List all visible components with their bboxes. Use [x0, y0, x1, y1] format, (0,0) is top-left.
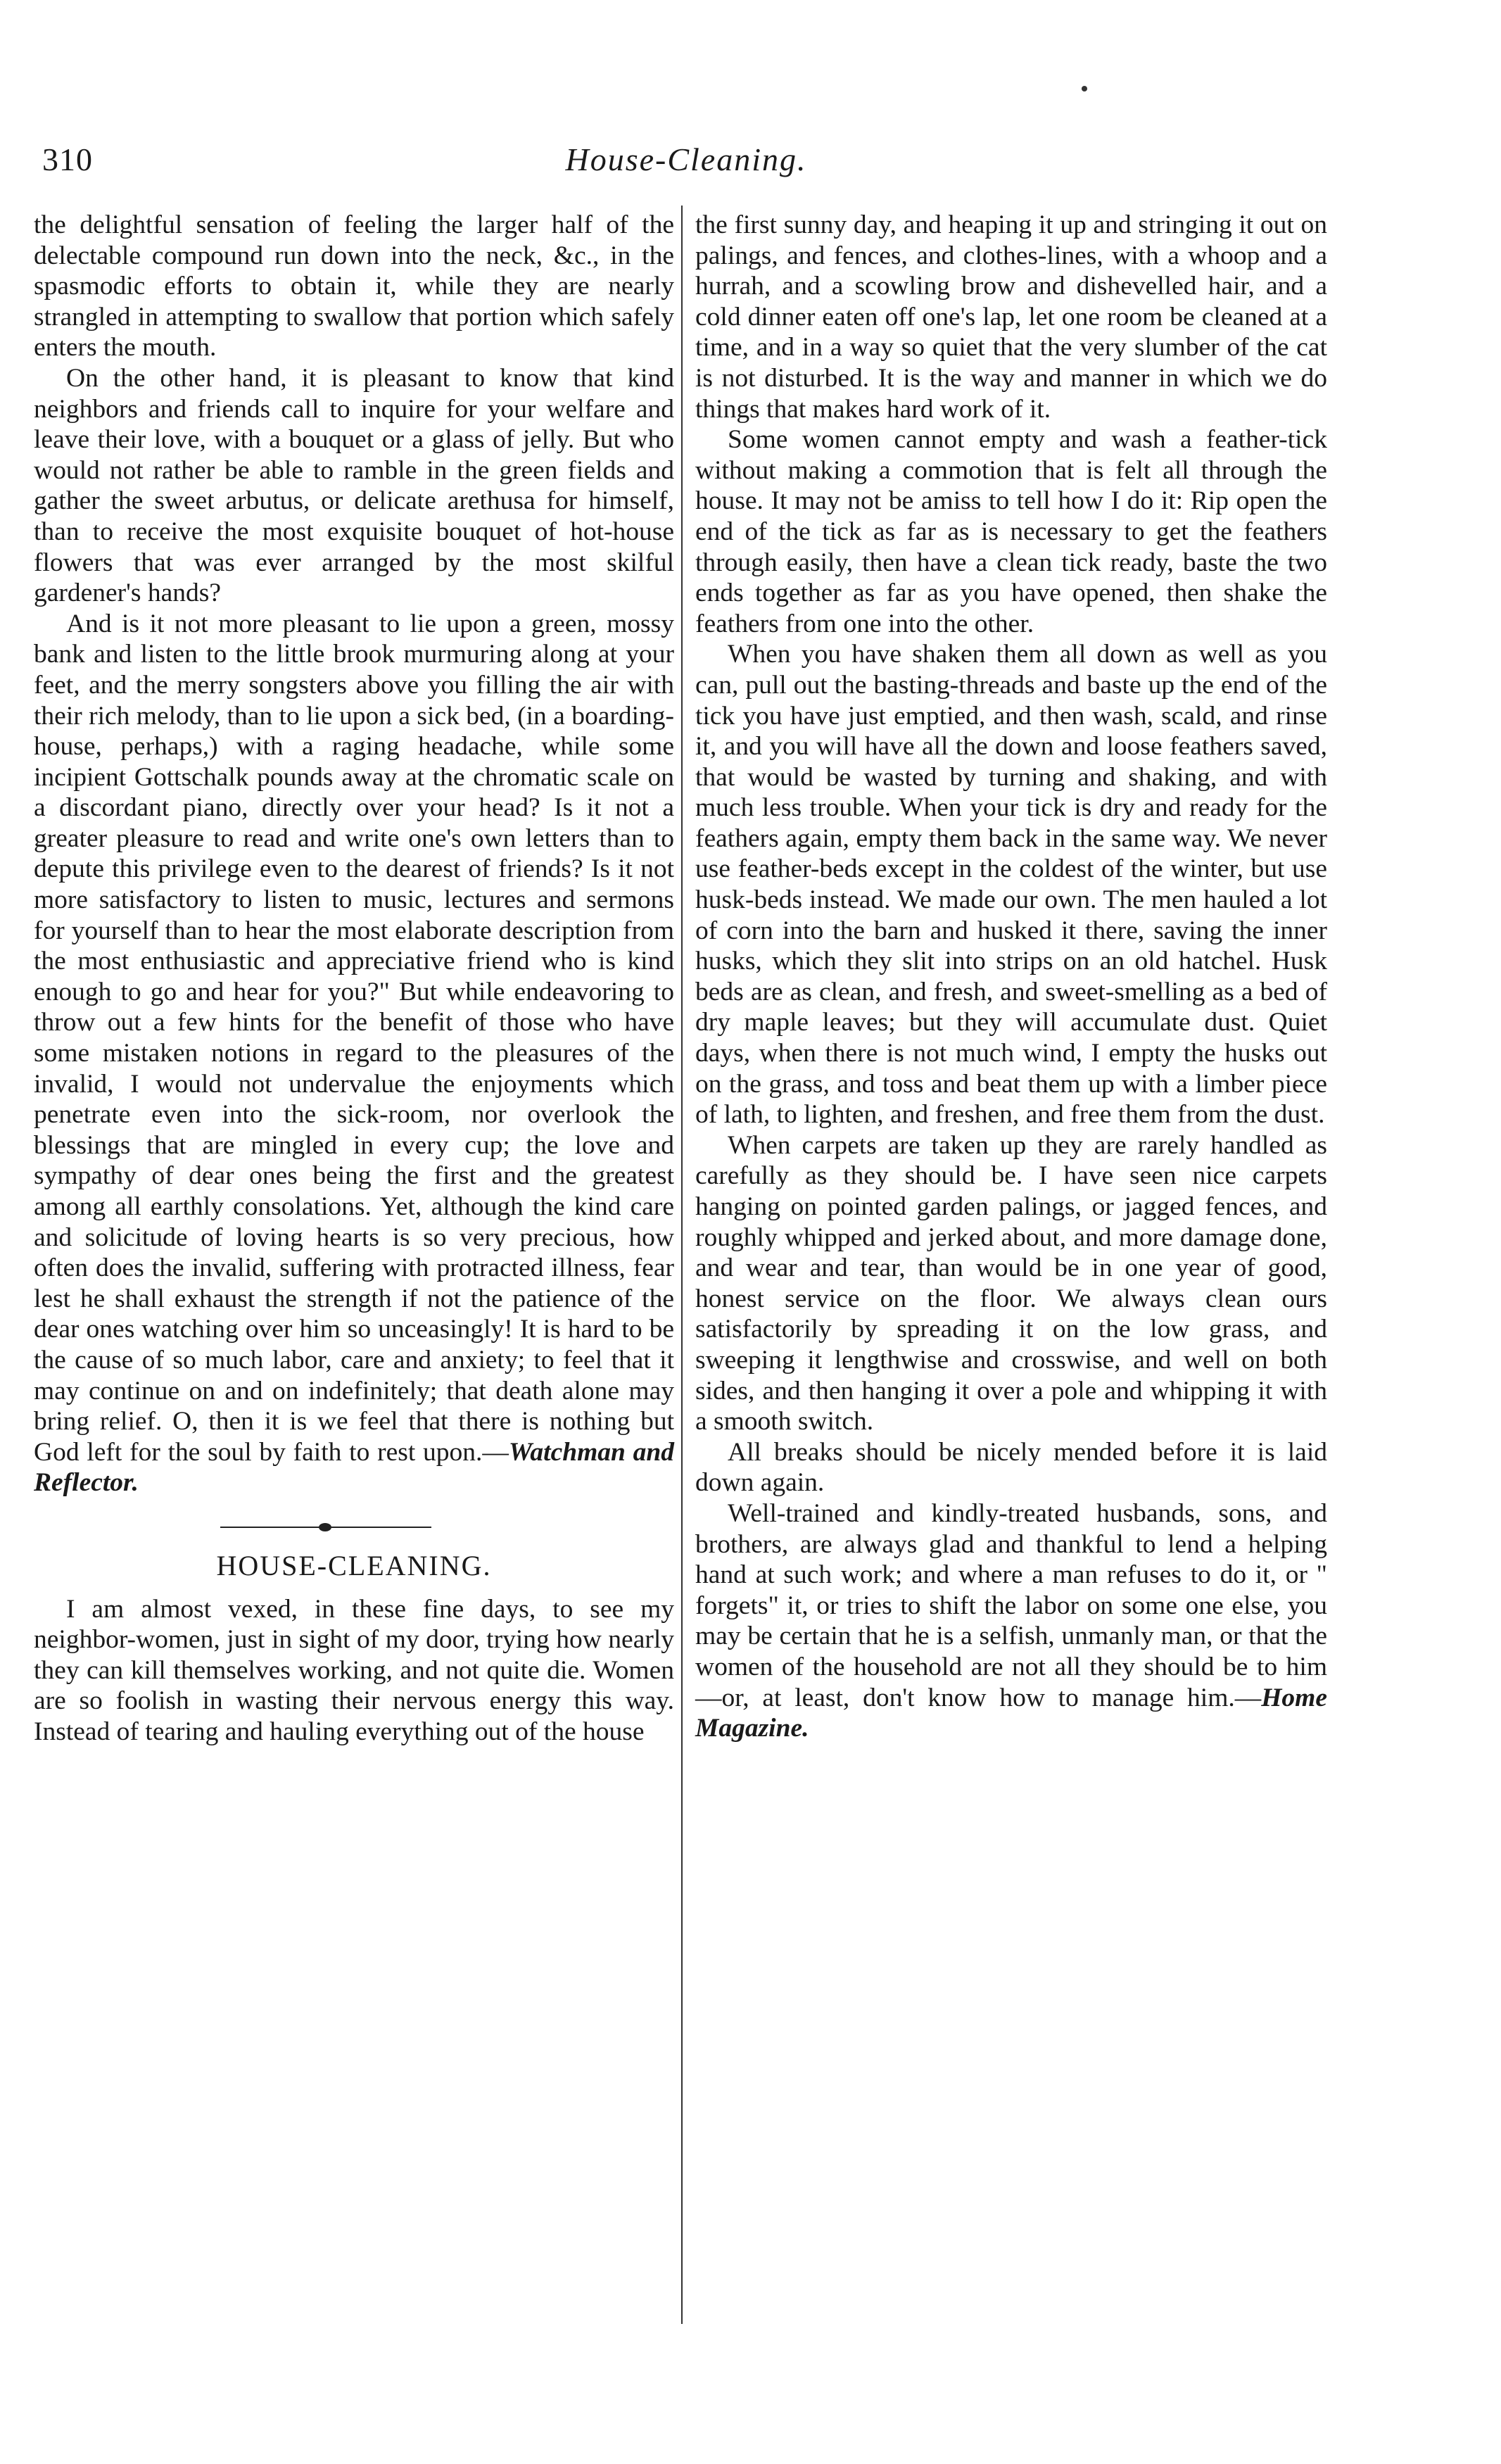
paragraph: Some women cannot empty and wash a feather-tick without making a commotion that is felt all through the house. It may not be amiss to tell how I do it: Rip open the end of the tick as far as is necessary to get the feathers through easily, then have a clean tick ready, baste the two ends together as far as you have opened, then shake the feathers from one into the other. — [695, 425, 1327, 638]
source-attribution: Home Magazine. — [695, 1683, 1327, 1743]
left-column — [34, 210, 674, 1748]
section-divider — [34, 1517, 674, 1538]
running-head: House-Cleaning. — [565, 141, 807, 177]
paragraph: I am almost vexed, in these fine days, to see my neighbor-women, just in sight of my door, trying how nearly they can kill themselves working, and not quite die. Women are so foolish in wasting their nervous energy this way. Instead of tearing and hauling everything out of the house — [34, 1594, 674, 1746]
paragraph: On the other hand, it is pleasant to know that kind neighbors and friends call to inquire for your welfare and leave their love, with a bouquet or a glass of jelly. But who would not rather be able to ramble in the green fields and gather the sweet arbutus, or delicate arethusa for himself, than to receive the most exquisite bouquet of hot-house flowers that was ever arranged by the most skilful gardener's hands? — [34, 363, 674, 608]
paragraph: the delightful sensation of feeling the larger half of the delectable compound run down into the neck, &c., in the spasmodic efforts to obtain it, while they are nearly strangled in attempting to swallow that portion which safely enters the mouth. — [34, 210, 674, 362]
page-header — [42, 141, 1330, 197]
source-attribution: Watchman and Reflector. — [34, 1437, 674, 1498]
paragraph — [34, 609, 674, 1498]
paragraph-text: And is it not more pleasant to lie upon a green, mossy bank and listen to the little brook murmuring along at your feet, and the merry songsters above you filling the air with their rich melody, than to lie upon a sick bed, (in a boarding-house, perhaps,) with a raging headache, while some incipient Gottschalk pounds away at the chromatic scale on a discordant piano, directly over your head? Is it not a greater pleasure to read and write one's own letters than to depute this privilege even to the dearest of friends? Is it not more satisfactory to listen to music, lectures and sermons for yourself than to hear the most elaborate description from the most enthusiastic and appreciative friend who is kind enough to go and hear for you?" But while endeavoring to throw out a few hints for the benefit of those who have some mistaken notions in regard to the pleasures of the invalid, I would not undervalue the enjoyments which penetrate even into the sick-room, nor overlook the blessings that are mingled in every cup; the love and sympathy of dear ones being the first and the greatest among all earthly consolations. Yet, although the kind care and solicitude of loving hearts is so very precious, how often does the invalid, suffering with protracted illness, fear lest he shall exhaust the strength if not the patience of the dear ones watching over him so unceasingly! It is hard to be the cause of so much labor, care and anxiety; to feel that it may continue on and on indefinitely; that death alone may bring relief. O, then it is we feel that there is nothing but God left for the soul by faith to rest upon.— — [34, 609, 674, 1467]
page-number: 310 — [42, 141, 93, 177]
paragraph: When carpets are taken up they are rarely handled as carefully as they should be. I have seen nice carpets hanging on pointed garden palings, or jagged fences, and roughly whipped and jerked about, and more damage done, and wear and tear, than would be in one year of good, honest service on the floor. We always clean ours satisfactorily by spreading it on the low grass, and sweeping it lengthwise and crosswise, and well on both sides, and then hanging it over a pole and whipping it with a smooth switch. — [695, 1130, 1327, 1436]
column-divider — [681, 206, 683, 2324]
right-column — [695, 210, 1327, 1744]
paragraph-text: Well-trained and kindly-treated husbands, sons, and brothers, are always glad and thankful to lend a helping hand at such work; and where a man refuses to do it, or " forgets" it, or tries to shift the labor on some one else, you may be certain that he is a selfish, unmanly man, or that the women of the household are not all they should be to him—or, at least, don't know how to manage him.— — [695, 1498, 1327, 1712]
paragraph: All breaks should be nicely mended before it is laid down again. — [695, 1437, 1327, 1498]
paragraph: When you have shaken them all down as well as you can, pull out the basting-threads and baste up the end of the tick you have just emptied, and then wash, scald, and rinse it, and you will have all the down and loose feathers saved, that would be wasted by turning and shaking, and with much less trouble. When your tick is dry and ready for the feathers again, empty them back in the same way. We never use feather-beds except in the coldest of the winter, but use husk-beds instead. We made our own. The men hauled a lot of corn into the barn and husked it there, saving the inner husks, which they slit into strips on an old hatchel. Husk beds are as clean, and fresh, and sweet-smelling as a bed of dry maple leaves; but they will accumulate dust. Quiet days, when there is not much wind, I empty the husks out on the grass, and toss and beat them up with a limber piece of lath, to lighten, and freshen, and free them from the dust. — [695, 640, 1327, 1130]
ink-speck — [1082, 86, 1087, 91]
section-title: HOUSE-CLEANING. — [216, 1549, 492, 1581]
divider-ornament — [319, 1523, 331, 1531]
paragraph — [695, 1498, 1327, 1744]
paragraph: the first sunny day, and heaping it up and stringing it out on palings, and fences, and clothes-lines, with a whoop and a hurrah, and a scowling brow and dishevelled hair, and a cold dinner eaten off one's lap, let one room be cleaned at a time, and in a way so quiet that the very slumber of the cat is not disturbed. It is the way and manner in which we do things that makes hard work of it. — [695, 210, 1327, 424]
